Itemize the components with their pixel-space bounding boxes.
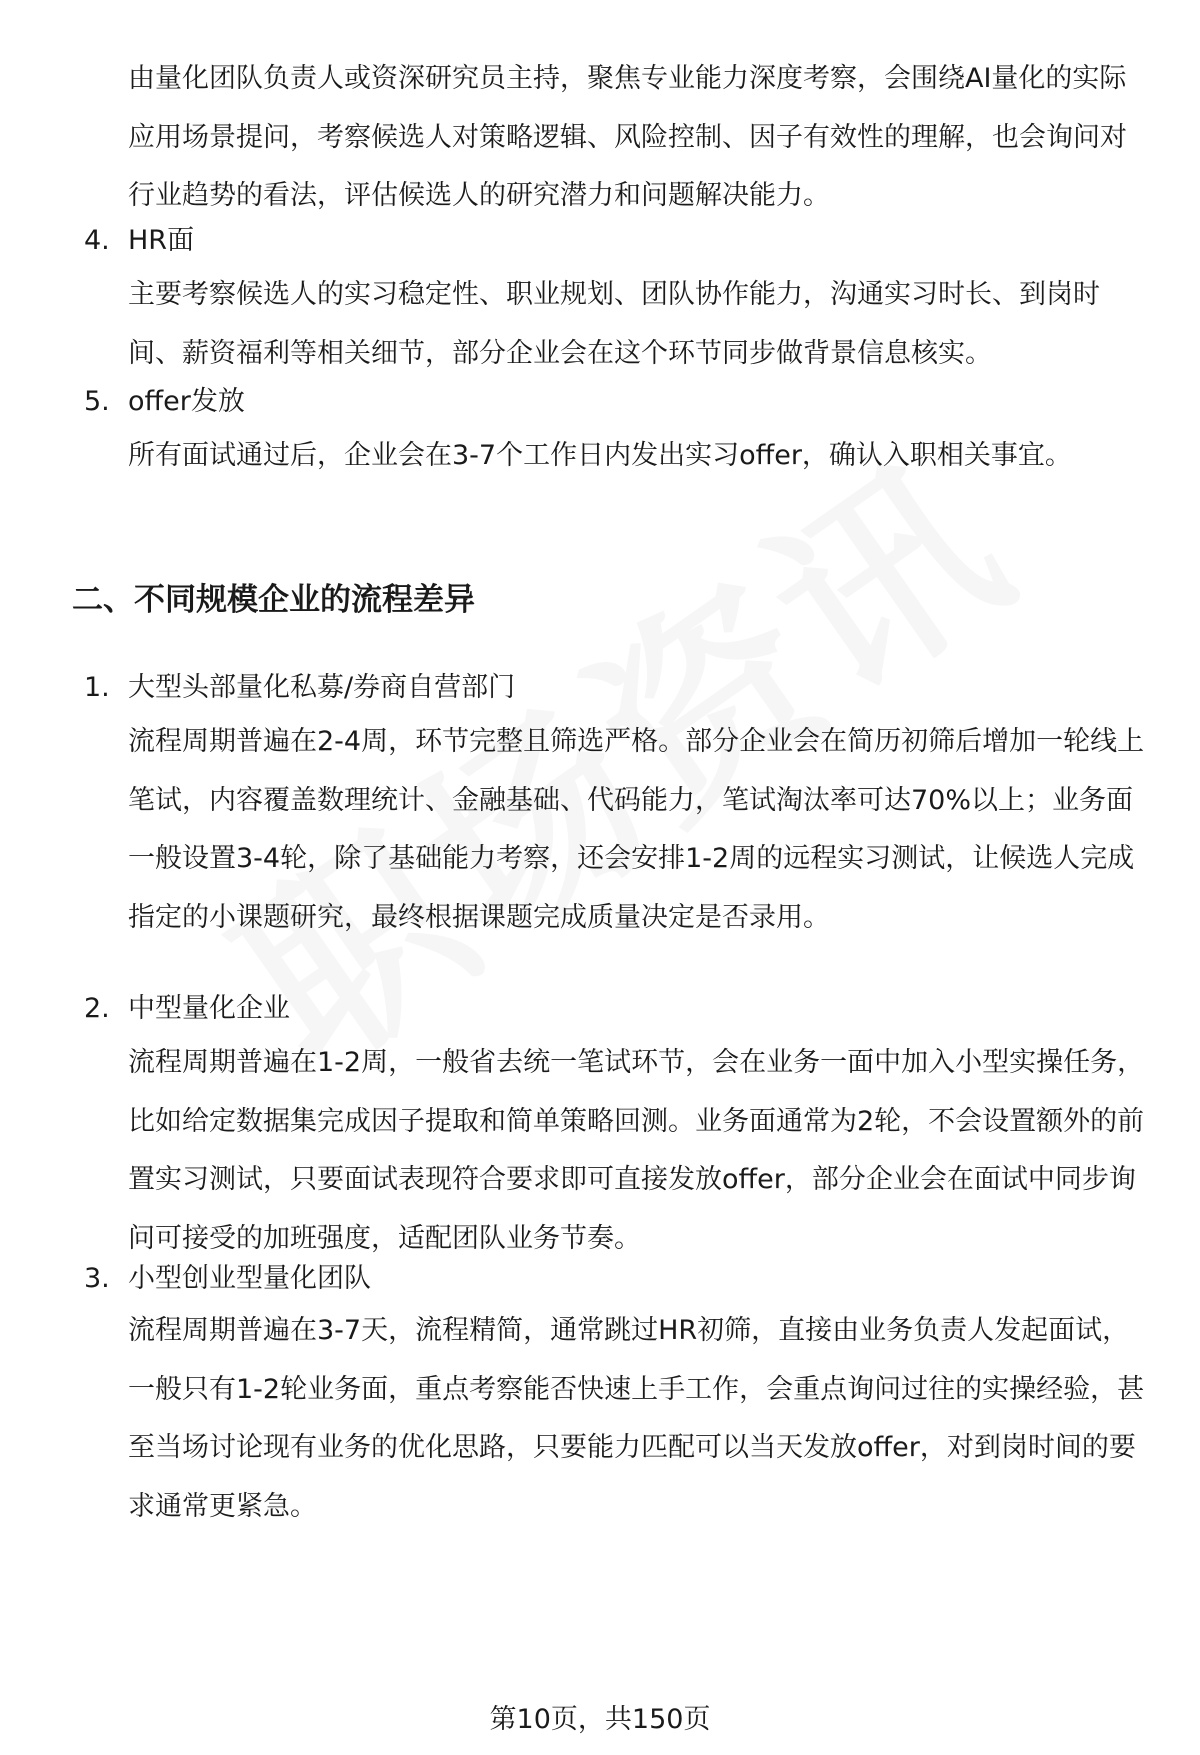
intro-paragraph: 由量化团队负责人或资深研究员主持，聚焦专业能力深度考察，会围绕AI量化的实际应用场景提问，考察候选人对策略逻辑、风险控制、因子有效性的理解，也会询问对行业趋势的看法，评估候选人的研究潜力和问题解决能力。 <box>128 63 1127 211</box>
step-title: offer发放 <box>128 386 245 417</box>
step-number: 4. <box>84 225 110 256</box>
item-number: 1. <box>84 672 110 703</box>
step-title: HR面 <box>128 225 195 256</box>
scale-1-title <box>84 659 515 717</box>
step-4-body: 主要考察候选人的实习稳定性、职业规划、团队协作能力，沟通实习时长、到岗时间、薪资福利等相关细节，部分企业会在这个环节同步做背景信息核实。 <box>128 279 1100 369</box>
step-5-body: 所有面试通过后，企业会在3-7个工作日内发出实习offer，确认入职相关事宜。 <box>128 440 1072 471</box>
step-4-title <box>84 212 194 270</box>
scale-2-title <box>84 980 290 1038</box>
scale-1-body: 流程周期普遍在2-4周，环节完整且筛选严格。部分企业会在简历初筛后增加一轮线上笔试，内容覆盖数理统计、金融基础、代码能力，笔试淘汰率可达70%以上；业务面一般设置3-4轮，除了基础能力考察，还会安排1-2周的远程实习测试，让候选人完成指定的小课题研究，最终根据课题完成质量决定是否录用。 <box>128 726 1145 933</box>
scale-3-body: 流程周期普遍在3-7天，流程精简，通常跳过HR初筛，直接由业务负责人发起面试，一般只有1-2轮业务面，重点考察能否快速上手工作，会重点询问过往的实操经验，甚至当场讨论现有业务的优化思路，只要能力匹配可以当天发放offer，对到岗时间的要求通常更紧急。 <box>128 1315 1145 1522</box>
step-number: 5. <box>84 386 110 417</box>
step-5-title <box>84 373 245 431</box>
item-title: 小型创业型量化团队 <box>128 1263 371 1294</box>
page-footer: 第10页，共150页 <box>489 1704 711 1735</box>
scale-2-body: 流程周期普遍在1-2周，一般省去统一笔试环节，会在业务一面中加入小型实操任务，比如给定数据集完成因子提取和简单策略回测。业务面通常为2轮，不会设置额外的前置实习测试，只要面试表现符合要求即可直接发放offer，部分企业会在面试中同步询问可接受的加班强度，适配团队业务节奏。 <box>128 1047 1145 1254</box>
scale-3-title <box>84 1250 371 1308</box>
section-heading: 二、不同规模企业的流程差异 <box>72 582 475 618</box>
item-number: 2. <box>84 993 110 1024</box>
item-number: 3. <box>84 1263 110 1294</box>
item-title: 中型量化企业 <box>128 993 290 1024</box>
item-title: 大型头部量化私募/券商自营部门 <box>128 672 516 703</box>
